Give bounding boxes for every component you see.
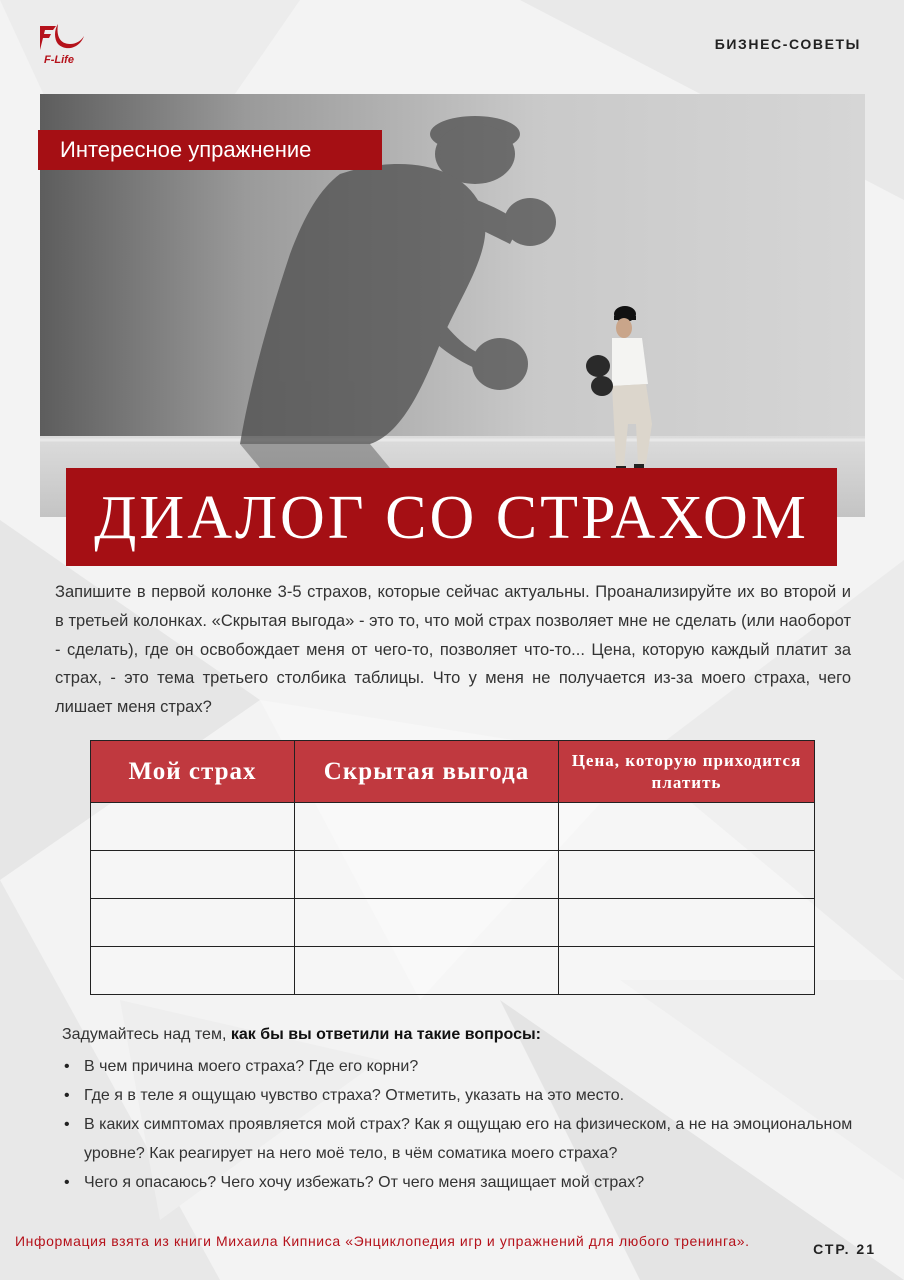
table-cell[interactable] <box>559 899 815 947</box>
table-row <box>91 851 815 899</box>
page-title: ДИАЛОГ СО СТРАХОМ <box>66 468 837 566</box>
section-label: БИЗНЕС-СОВЕТЫ <box>714 36 861 52</box>
table-cell[interactable] <box>295 803 559 851</box>
table-cell[interactable] <box>295 947 559 995</box>
table-cell[interactable] <box>559 947 815 995</box>
source-note: Информация взята из книги Михаила Кипниса «Энциклопедия игр и упражнений для любого тренинга». <box>15 1233 750 1249</box>
table-cell[interactable] <box>91 851 295 899</box>
questions-list <box>62 1052 862 1197</box>
list-item: • Где я в теле я ощущаю чувство страха? Отметить, указать на это место. <box>62 1081 862 1110</box>
header-price: Цена, которую приходится платить <box>559 741 815 803</box>
questions-intro-text: Задумайтесь над тем, <box>62 1026 231 1043</box>
questions-intro-bold: как бы вы ответили на такие вопросы: <box>230 1026 541 1043</box>
table-cell[interactable] <box>559 803 815 851</box>
exercise-tag: Интересное упражнение <box>38 130 382 170</box>
table-row <box>91 899 815 947</box>
questions-intro <box>62 1026 541 1044</box>
table-cell[interactable] <box>295 899 559 947</box>
table-cell[interactable] <box>91 803 295 851</box>
table-cell[interactable] <box>295 851 559 899</box>
list-item: • В каких симптомах проявляется мой страх? Как я ощущаю его на физическом, а не на эмоциональном уровне? Как реагирует на него моё тело, в чём соматика моего страха? <box>62 1110 862 1168</box>
header-my-fear: Мой страх <box>91 741 295 803</box>
f-life-logo <box>36 22 86 68</box>
page-number: СТР. 21 <box>813 1241 876 1257</box>
list-item: • В чем причина моего страха? Где его корни? <box>62 1052 862 1081</box>
header-hidden-benefit: Скрытая выгода <box>295 741 559 803</box>
table-row <box>91 803 815 851</box>
table-cell[interactable] <box>91 947 295 995</box>
table-cell[interactable] <box>559 851 815 899</box>
intro-paragraph: Запишите в первой колонке 3-5 страхов, которые сейчас актуальны. Проанализируйте их во второй и в третьей колонках. «Скрытая выгода» - это то, что мой страх позволяет мне не сделать (или наоборот - сделать), где он освобождает меня от чего-то, позволяет что-то... Цена, которую каждый платит за страх, - это тема третьего столбика таблицы. Что у меня не получается из-за моего страха, чего лишает меня страх? <box>55 583 851 717</box>
logo-mark-icon <box>36 22 86 56</box>
list-item: • Чего я опасаюсь? Чего хочу избежать? От чего меня защищает мой страх? <box>62 1168 862 1197</box>
fear-table <box>90 740 815 995</box>
table-cell[interactable] <box>91 899 295 947</box>
table-row <box>91 947 815 995</box>
logo-text: F-Life <box>44 54 74 66</box>
